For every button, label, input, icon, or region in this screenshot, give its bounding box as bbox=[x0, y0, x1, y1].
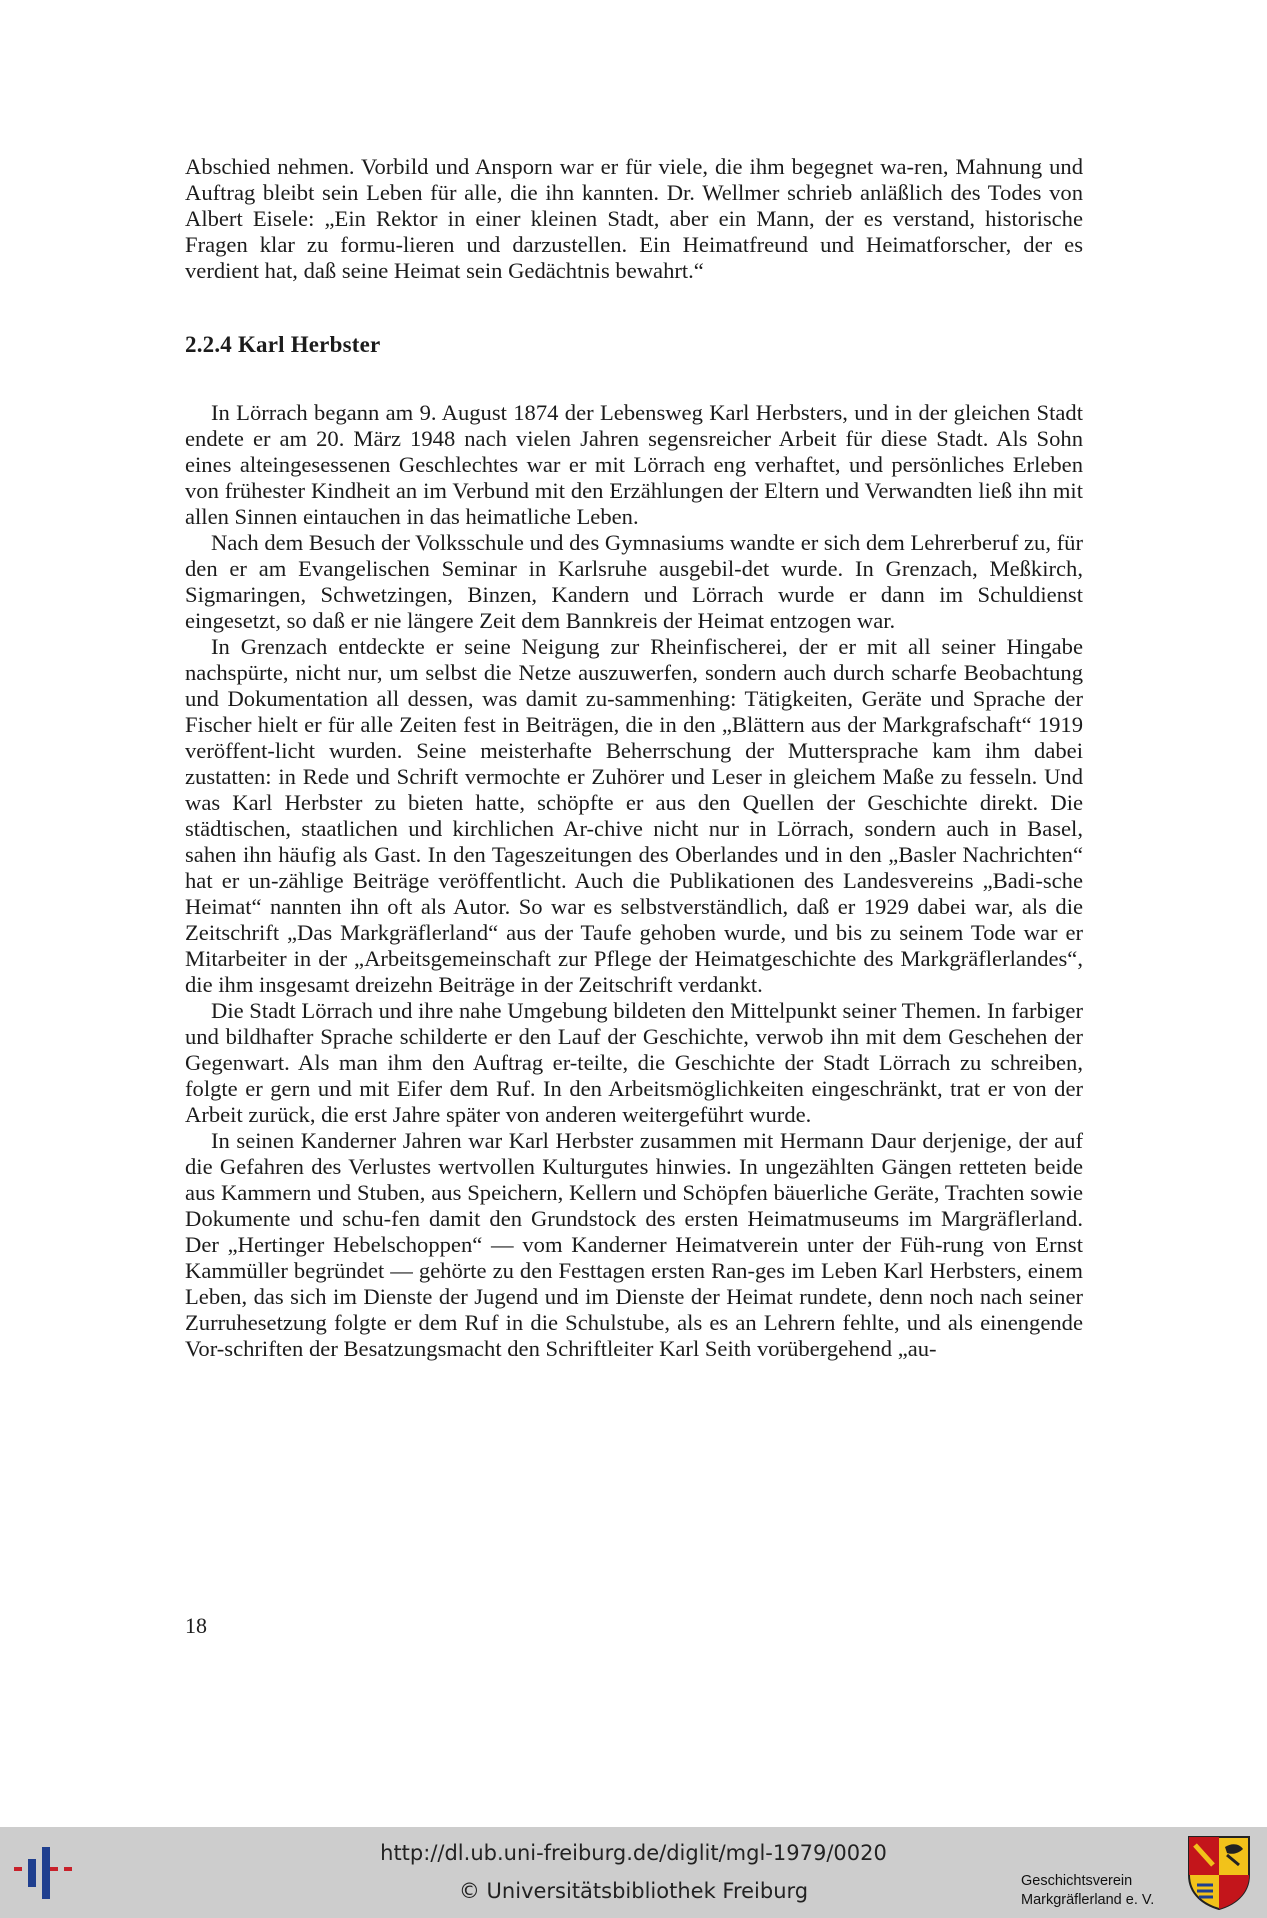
body-paragraph: In Lörrach begann am 9. August 1874 der Lebensweg Karl Herbsters, und in der gleichen Stadt endete er am 20. März 1948 nach vielen Jahren segensreicher Arbeit für diese Stadt. Als Sohn eines alteingesessenen Geschlechtes war er mit Lörrach eng verhaftet, und persönliches Erleben von frühester Kindheit an im Verbund mit den Erzählungen der Eltern und Verwandten ließ ihn mit allen Sinnen eintauchen in das heimatliche Leben. bbox=[185, 400, 1083, 529]
body-paragraph: In seinen Kanderner Jahren war Karl Herbster zusammen mit Hermann Daur derjenige, der auf die Gefahren des Verlustes wertvollen Kulturgutes hinwies. In ungezählten Gängen retteten beide aus Kammern und Stuben, aus Speichern, Kellern und Schöpfen bäuerliche Geräte, Trachten sowie Dokumente und schu-fen damit den Grundstock des ersten Heimatmuseums im Margräflerland. Der „Hertinger Hebelschoppen“ — vom Kanderner Heimatverein unter der Füh-rung von Ernst Kammüller begründet — gehörte zu den Festtagen ersten Ran-ges im Leben Karl Herbsters, einem Leben, das sich im Dienste der Jugend und im Dienste der Heimat rundete, denn noch nach seiner Zurruhesetzung folgte er dem Ruf in die Schulstube, als es an Lehrern fehlte, und als einengende Vor-schriften der Besatzungsmacht den Schriftleiter Karl Seith vorübergehend „au- bbox=[185, 1128, 1083, 1361]
footer-url-link[interactable] bbox=[0, 1841, 1267, 1865]
intro-paragraph: Abschied nehmen. Vorbild und Ansporn war er für viele, die ihm begegnet wa-ren, Mahnung und Auftrag bleibt sein Leben für alle, die ihn kannten. Dr. Wellmer schrieb anläßlich des Todes von Albert Eisele: „Ein Rektor in einer kleinen Stadt, aber ein Mann, der es verstand, historische Fragen klar zu formu-lieren und darzustellen. Ein Heimatfreund und Heimatforscher, der es verdient hat, daß seine Heimat sein Gedächtnis bewahrt.“ bbox=[185, 154, 1083, 283]
footer-copyright: © Universitätsbibliothek Freiburg bbox=[458, 1879, 809, 1903]
footer-organization bbox=[1021, 1872, 1181, 1910]
org-name-line2: Markgräflerland e. V. bbox=[1021, 1892, 1155, 1908]
body-paragraph: Nach dem Besuch der Volksschule und des Gymnasiums wandte er sich dem Lehrerberuf zu, für den er am Evangelischen Seminar in Karlsruhe ausgebil-det wurde. In Grenzach, Meßkirch, Sigmaringen, Schwetzingen, Binzen, Kandern und Lörrach wurde er dann im Schuldienst eingesetzt, so daß er nie längere Zeit dem Bannkreis der Heimat entzogen war. bbox=[185, 530, 1083, 633]
permalink[interactable]: http://dl.ub.uni-freiburg.de/diglit/mgl-1979/0020 bbox=[380, 1841, 887, 1865]
body-paragraph: In Grenzach entdeckte er seine Neigung zur Rheinfischerei, der er mit all seiner Hingabe nachspürte, nicht nur, um selbst die Netze auszuwerfen, sondern auch durch scharfe Beobachtung und Dokumentation all dessen, was damit zu-sammenhing: Tätigkeiten, Geräte und Sprache der Fischer hielt er für alle Zeiten fest in Beiträgen, die in den „Blättern aus der Markgrafschaft“ 1919 veröffent-licht wurden. Seine meisterhafte Beherrschung der Muttersprache kam ihm dabei zustatten: in Rede und Schrift vermochte er Zuhörer und Leser in gleichem Maße zu fesseln. Und was Karl Herbster zu bieten hatte, schöpfte er aus den Quellen der Geschichte direkt. Die städtischen, staatlichen und kirchlichen Ar-chive nicht nur in Lörrach, sondern auch in Basel, sahen ihn häufig als Gast. In den Tageszeitungen des Oberlandes und in den „Basler Nachrichten“ hat er un-zählige Beiträge veröffentlicht. Auch die Publikationen des Landesvereins „Badi-sche Heimat“ nannten ihn oft als Autor. So war es selbstverständlich, daß er 1929 dabei war, als die Zeitschrift „Das Markgräflerland“ aus der Taufe gehoben wurde, und bis zu seinem Tode war er Mitarbeiter in der „Arbeitsgemeinschaft zur Pflege der Heimatgeschichte des Markgräflerlandes“, die ihm insgesamt dreizehn Beiträge in der Zeitschrift verdankt. bbox=[185, 634, 1083, 997]
page-number: 18 bbox=[185, 1613, 207, 1638]
footer-bar bbox=[0, 1827, 1267, 1918]
section-heading: 2.2.4 Karl Herbster bbox=[185, 332, 381, 357]
document-body bbox=[185, 154, 1083, 1362]
body-paragraph: Die Stadt Lörrach und ihre nahe Umgebung bildeten den Mittelpunkt seiner Themen. In farbiger und bildhafter Sprache schilderte er den Lauf der Geschichte, verwob ihn mit dem Geschehen der Gegenwart. Als man ihm den Auftrag er-teilte, die Geschichte der Stadt Lörrach zu schreiben, folgte er gern und mit Eifer dem Ruf. In den Arbeitsmöglichkeiten eingeschränkt, trat er von der Arbeit zurück, die erst Jahre später von anderen weitergeführt wurde. bbox=[185, 998, 1083, 1127]
org-name-line1: Geschichtsverein bbox=[1021, 1873, 1133, 1889]
coat-of-arms-icon bbox=[1187, 1835, 1251, 1911]
